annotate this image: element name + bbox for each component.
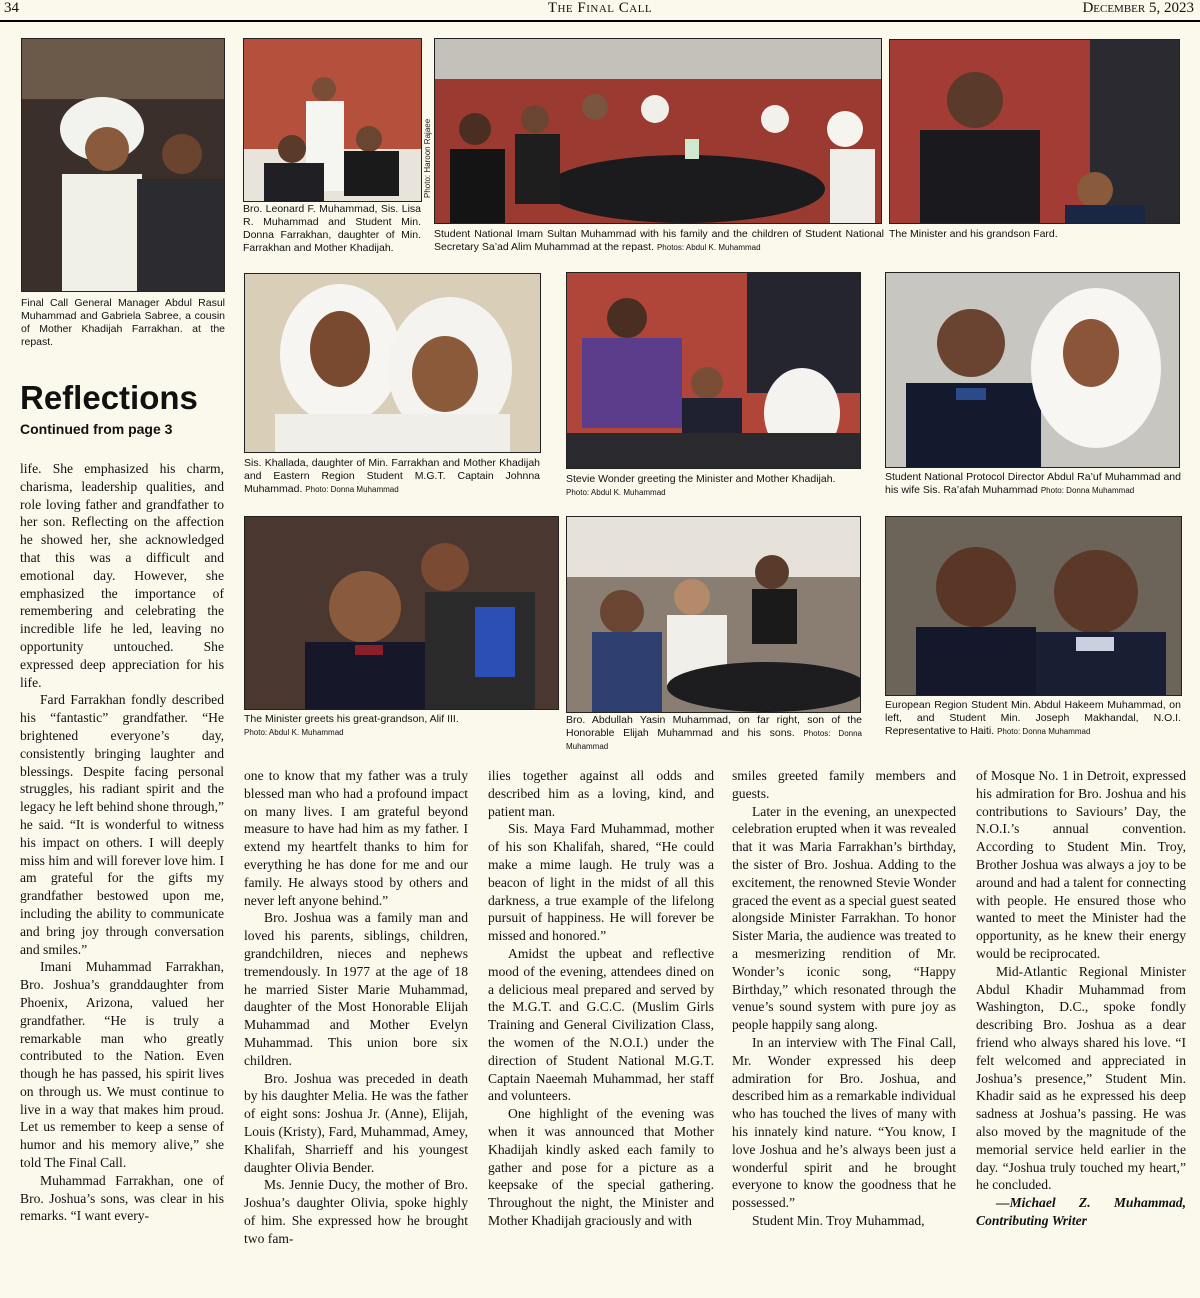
caption-1: Final Call General Manager Abdul Rasul Muhammad and Gabriela Sabree, a cousin of Mother Khadijah Farrakhan. at the repast. — [21, 297, 225, 348]
paragraph: Muhammad Farrakhan, one of Bro. Joshua’s sons, was clear in his remarks. “I want every- — [20, 1172, 224, 1224]
continued-line: Continued from page 3 — [20, 421, 173, 437]
paragraph: Student Min. Troy Muhammad, — [752, 1212, 925, 1228]
caption-10 — [885, 699, 1181, 738]
paragraph: ilies together against all odds and described him as a loving, kind, and patient man. — [488, 768, 714, 819]
paragraph: smiles greeted family members and guests. — [732, 768, 956, 801]
photo-european-region — [885, 516, 1182, 696]
caption-4: The Minister and his grandson Fard. — [889, 228, 1058, 240]
paragraph: Mid-Atlantic Regional Minister Abdul Khadir Muhammad from Washington, D.C., spoke fondly describing Bro. Joshua as a dear friend who always shared his love. “I felt welcomed and appreciated in Joshua’s presence,” Student Min. Khadir said as he expressed his deep sadness at Joshua’s passing. He was also moved by the magnitude of the memorial service held earlier in the day. “Joshua truly touched my heart,” he concluded. — [976, 963, 1186, 1193]
caption-10-text: European Region Student Min. Abdul Hakeem Muhammad, on left, and Student Min. Joseph Makhandal, N.O.I. Representative to Haiti. — [885, 699, 1181, 737]
caption-5-credit: Photo: Donna Muhammad — [305, 485, 399, 494]
caption-9-credit: Photos: Donna Muhammad — [566, 729, 862, 751]
caption-3-credit: Photos: Abdul K. Muhammad — [656, 243, 761, 252]
paragraph: Ms. Jennie Ducy, the mother of Bro. Joshua’s daughter Olivia, spoke highly of him. She expressed how he brought two fam- — [244, 1177, 468, 1246]
caption-3 — [434, 228, 884, 254]
paragraph: Later in the evening, an unexpected celebration erupted when it was revealed that it was Maria Farrakhan’s birthday, the sister of Bro. Joshua. Adding to the excitement, the renowned Stevie Wonder graced the event as a special guest seated alongside Minister Farrakhan. To honor Sister Maria, the audience was treated to a mesmerizing rendition of Mr. Wonder’s iconic song, “Happy Birthday,” which resonated through the venue’s sound system with pure joy as people happily sang along. — [732, 803, 956, 1033]
byline-signature: —Michael Z. Muhammad, Contributing Writer — [976, 1195, 1186, 1228]
photo-leonard-muhammad — [243, 38, 422, 202]
caption-3-text: Student National Imam Sultan Muhammad with his family and the children of Student National Secretary Sa’ad Alim Muhammad at the repast. — [434, 228, 884, 253]
paragraph: of Mosque No. 1 in Detroit, expressed his admiration for Bro. Joshua and his contributions to Saviours’ Day, the N.O.I.’s annual convention. According to Student Min. Troy, Brother Joshua was always a joy to be around and had a talent for connecting with people. He ensured those who wanted to meet the Minister had the opportunity, as he knew their energy would be reciprocated. — [976, 768, 1186, 961]
photo-abdul-rasul — [21, 38, 225, 292]
issue-date: December 5, 2023 — [1082, 0, 1194, 16]
article-column-2 — [244, 767, 468, 1298]
caption-6 — [566, 473, 862, 499]
caption-8-text: The Minister greets his great-grandson, Alif III. — [244, 713, 459, 725]
article-column-1 — [20, 460, 224, 1298]
paragraph: one to know that my father was a truly blessed man who had a profound impact on many lives. I am grateful beyond measure to have had him as my father. I extend my heartfelt thanks to him for everything he has done for me and our family. He always stood by others and never left anyone behind.” — [244, 768, 468, 908]
photo-minister-grandson-fard — [889, 39, 1180, 224]
photo-sis-khallada — [244, 273, 541, 453]
paragraph: Bro. Joshua was preceded in death by his daughter Melia. He was the father of eight sons: Joshua Jr. (Anne), Elijah, Louis (Kristy), Fard, Muhammad, Amey, Khalifah, Sharrieff and his youngest daughter Olivia Bender. — [244, 1070, 468, 1175]
caption-8 — [244, 713, 558, 739]
photo-great-grandson-alif — [244, 516, 559, 710]
photo-stevie-wonder — [566, 272, 861, 469]
paragraph: Sis. Maya Fard Muhammad, mother of his son Khalifah, shared, “He could make a mime laugh. He truly was a beacon of light in the midst of all this darkness, a true example of the lifelong pursuit of happiness. He will forever be missed and honored.” — [488, 821, 714, 944]
paragraph: Imani Muhammad Farrakhan, Bro. Joshua’s granddaughter from Phoenix, Arizona, valued her grandfather. “He is truly a remarkable man who greatly contributed to the Nation. Even though he has passed, his spirit lives on through us. We must continue to live in a way that makes him proud. Let us remember to keep a sense of humor and his memory alive,” she told The Final Call. — [20, 959, 224, 1171]
paragraph: In an interview with The Final Call, Mr. Wonder expressed his deep admiration for Bro. Joshua, and described him as a remarkable individual who has touched the lives of many with his innately kind nature. “You know, I love Joshua and he’s always been just a wonderful spirit and he brought everyone to know the goodness that he possessed.” — [732, 1034, 956, 1211]
caption-5 — [244, 457, 540, 496]
caption-2: Bro. Leonard F. Muhammad, Sis. Lisa R. Muhammad and Student Min. Donna Farrakhan, daughter of Min. Farrakhan and Mother Khadijah. — [243, 203, 421, 254]
article-column-3 — [488, 767, 714, 1298]
caption-7-credit: Photo: Donna Muhammad — [1040, 486, 1135, 495]
paragraph: life. She emphasized his charm, charisma, leadership qualities, and role loving father and grandfather to her son. Reflecting on the affection he showed her, she acknowledged that this was a difficult and emotional day. However, she emphasized the importance of remembering and celebrating the incredible life he led, leaving no opportunity untouched. She expressed deep appreciation for his life. — [20, 461, 224, 690]
article-column-5 — [976, 767, 1186, 1298]
photo-imam-sultan-family — [434, 38, 882, 224]
paragraph: Bro. Joshua was a family man and loved his parents, siblings, children, grandchildren, nieces and nephews tremendously. In 1977 at the age of 18 he married Sister Marie Muhammad, daughter of the Most Honorable Elijah Muhammad and Mother Evelyn Muhammad. This union bore six children. — [244, 910, 468, 1068]
caption-7-text: Student National Protocol Director Abdul Ra’uf Muhammad and his wife Sis. Ra’afah Muhammad — [885, 471, 1181, 496]
photo-credit-vertical: Photo: Haroon Rajaee — [423, 118, 432, 198]
caption-7 — [885, 471, 1181, 497]
paragraph: Amidst the upbeat and reflective mood of the evening, attendees dined on a delicious meal prepared and served by the M.G.T. and G.C.C. (Muslim Girls Training and General Civilization Class, the women of the N.O.I.) under the direction of Student National M.G.T. Captain Naeemah Muhammad, her staff and volunteers. — [488, 945, 714, 1104]
page-number: 34 — [4, 0, 19, 16]
page-header — [0, 0, 1200, 22]
photo-protocol-director — [885, 272, 1180, 468]
caption-10-credit: Photo: Donna Muhammad — [997, 727, 1091, 736]
caption-6-credit: Photo: Abdul K. Muhammad — [566, 488, 666, 497]
caption-9-text: Bro. Abdullah Yasin Muhammad, on far right, son of the Honorable Elijah Muhammad and his sons. — [566, 714, 862, 739]
article-column-4 — [732, 767, 956, 1298]
photo-abdullah-yasin — [566, 516, 861, 713]
caption-9 — [566, 714, 862, 753]
caption-5-text: Sis. Khallada, daughter of Min. Farrakhan and Mother Khadijah and Eastern Region Student M.G.T. Captain Johnna Muhammad. — [244, 457, 540, 495]
caption-6-text: Stevie Wonder greeting the Minister and Mother Khadijah. — [566, 473, 836, 485]
masthead: The Final Call — [547, 0, 653, 16]
paragraph: One highlight of the evening was when it was announced that Mother Khadijah kindly asked each family to gather and pose for a picture as a keepsake of the special gathering. Throughout the night, the Minister and Mother Khadijah graciously and with — [488, 1106, 714, 1228]
article-headline: Reflections — [20, 379, 198, 416]
paragraph: Fard Farrakhan fondly described his “fantastic” grandfather. “He brightened everyone’s day, consistently bringing laughter and blessings. Despite facing personal struggles, his radiant spirit and the legacy he left behind shone through,” he said. “It is wonderful to witness his impact on others. I will deeply miss him and will forever love him. I am grateful for the gifts my grandfather bestowed upon me, including the ability to communicate and bring joy through conversation and smiles.” — [20, 692, 224, 957]
caption-8-credit: Photo: Abdul K. Muhammad — [244, 728, 344, 737]
